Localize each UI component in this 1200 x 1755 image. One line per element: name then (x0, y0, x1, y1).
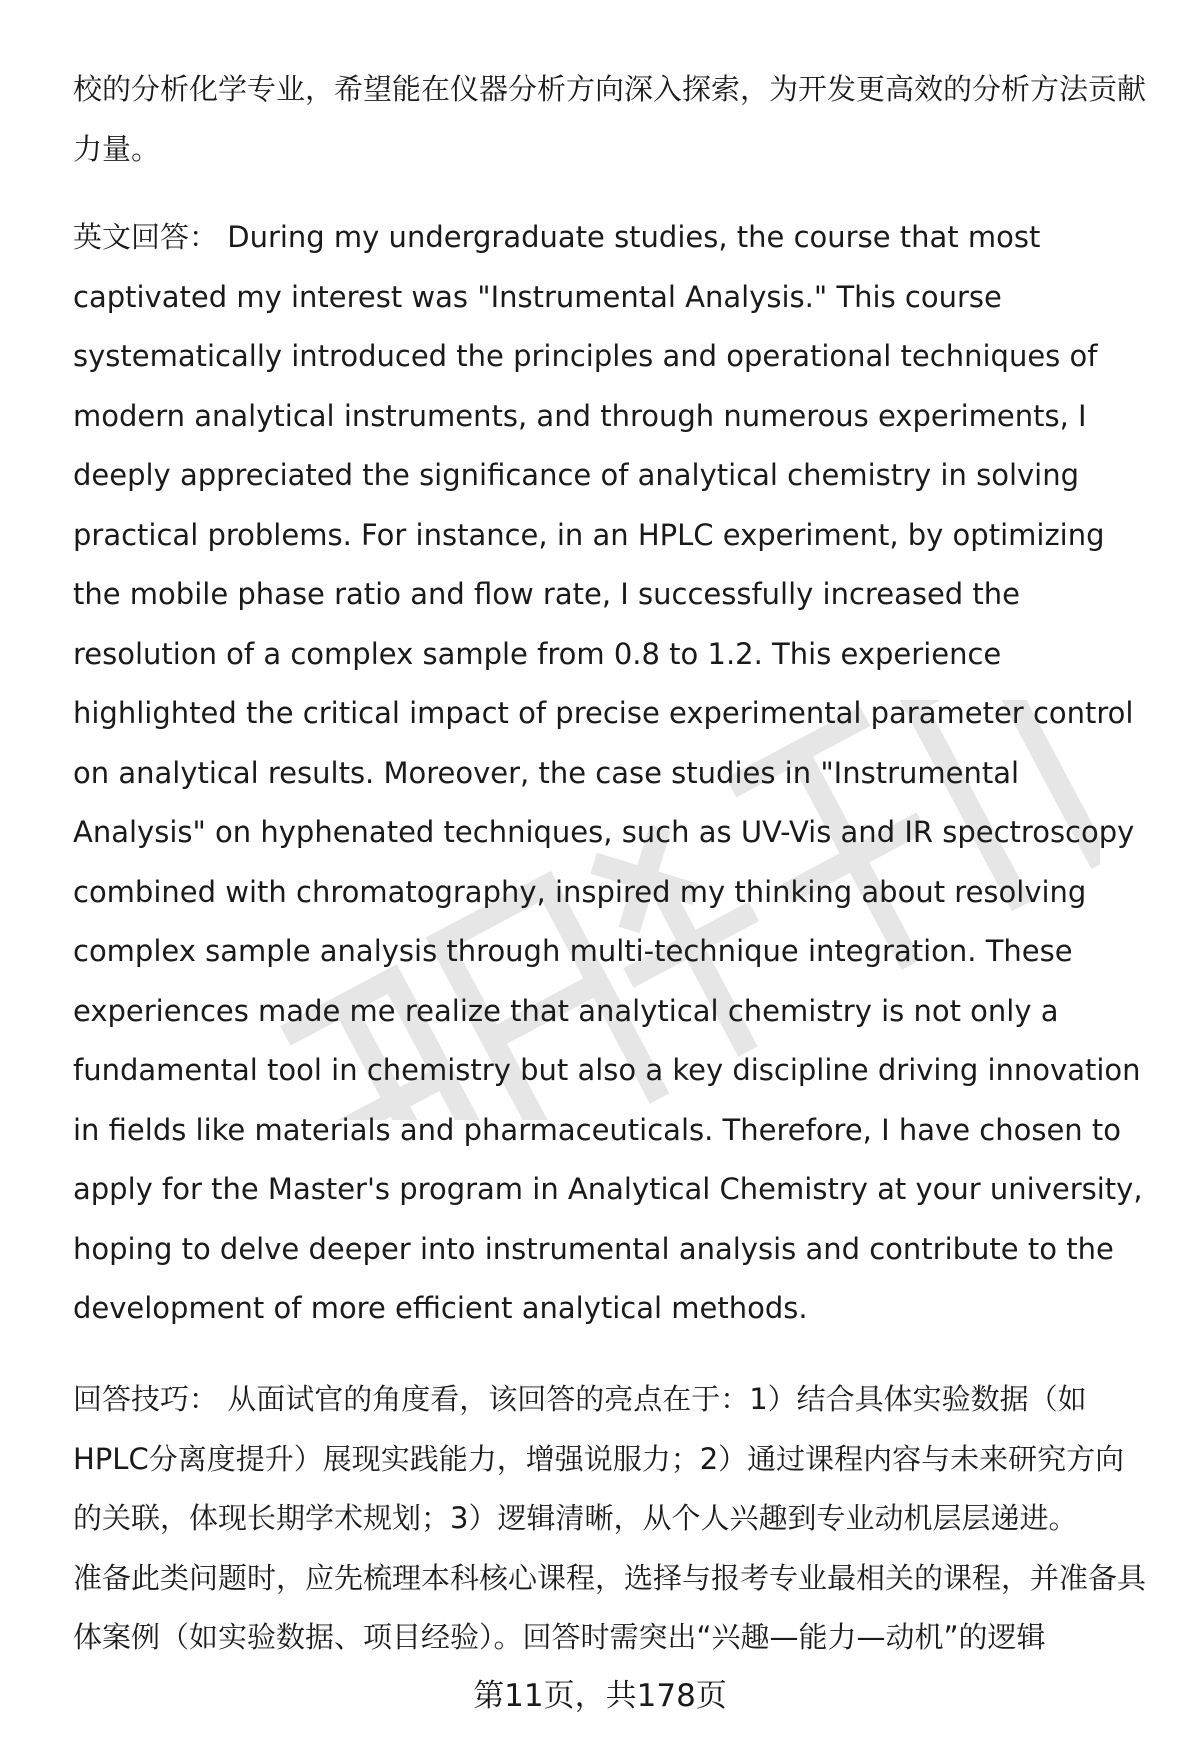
answer-tips-section (73, 1370, 1153, 1668)
tips-label: 回答技巧： (73, 1382, 219, 1416)
english-answer-text: During my undergraduate studies, the course that most captivated my interest was "Instrumental Analysis." This course systematically introduced the principles and operational techniques of modern analytical instruments, and through numerous experiments, I deeply appreciated the significance of analytical chemistry in solving practical problems. For instance, in an HPLC experiment, by optimizing the mobile phase ratio and flow rate, I successfully increased the resolution of a complex sample from 0.8 to 1.2. This experience highlighted the critical impact of precise experimental parameter control on analytical results. Moreover, the case studies in "Instrumental Analysis" on hyphenated techniques, such as UV-Vis and IR spectroscopy combined with chromatography, inspired my thinking about resolving complex sample analysis through multi-technique integration. These experiences made me realize that analytical chemistry is not only a fundamental tool in chemistry but also a key discipline driving innovation in fields like materials and pharmaceuticals. Therefore, I have chosen to apply for the Master's program in Analytical Chemistry at your university, hoping to delve deeper into instrumental analysis and contribute to the development of more efficient analytical methods. (73, 220, 1143, 1325)
english-answer-paragraph (73, 208, 1153, 1339)
english-answer-label: 英文回答： (73, 220, 219, 254)
intro-paragraph (73, 60, 1153, 179)
page-number-footer: 第11页，共178页 (473, 1678, 727, 1714)
english-answer-section (73, 208, 1153, 1339)
intro-text: 校的分析化学专业，希望能在仪器分析方向深入探索，为开发更高效的分析方法贡献力量。 (73, 72, 1147, 166)
tips-paragraph-2: 准备此类问题时，应先梳理本科核心课程，选择与报考专业最相关的课程，并准备具体案例（如实验数据、项目经验）。回答时需突出“兴趣—能力—动机”的逻辑 (73, 1560, 1147, 1654)
tips-text: 从面试官的角度看，该回答的亮点在于：1）结合具体实验数据（如HPLC分离度提升）展现实践能力，增强说服力；2）通过课程内容与未来研究方向的关联，体现长期学术规划；3）逻辑清晰，从个人兴趣到专业动机层层递进。 (73, 1382, 1125, 1535)
tips-paragraph (73, 1370, 1153, 1549)
